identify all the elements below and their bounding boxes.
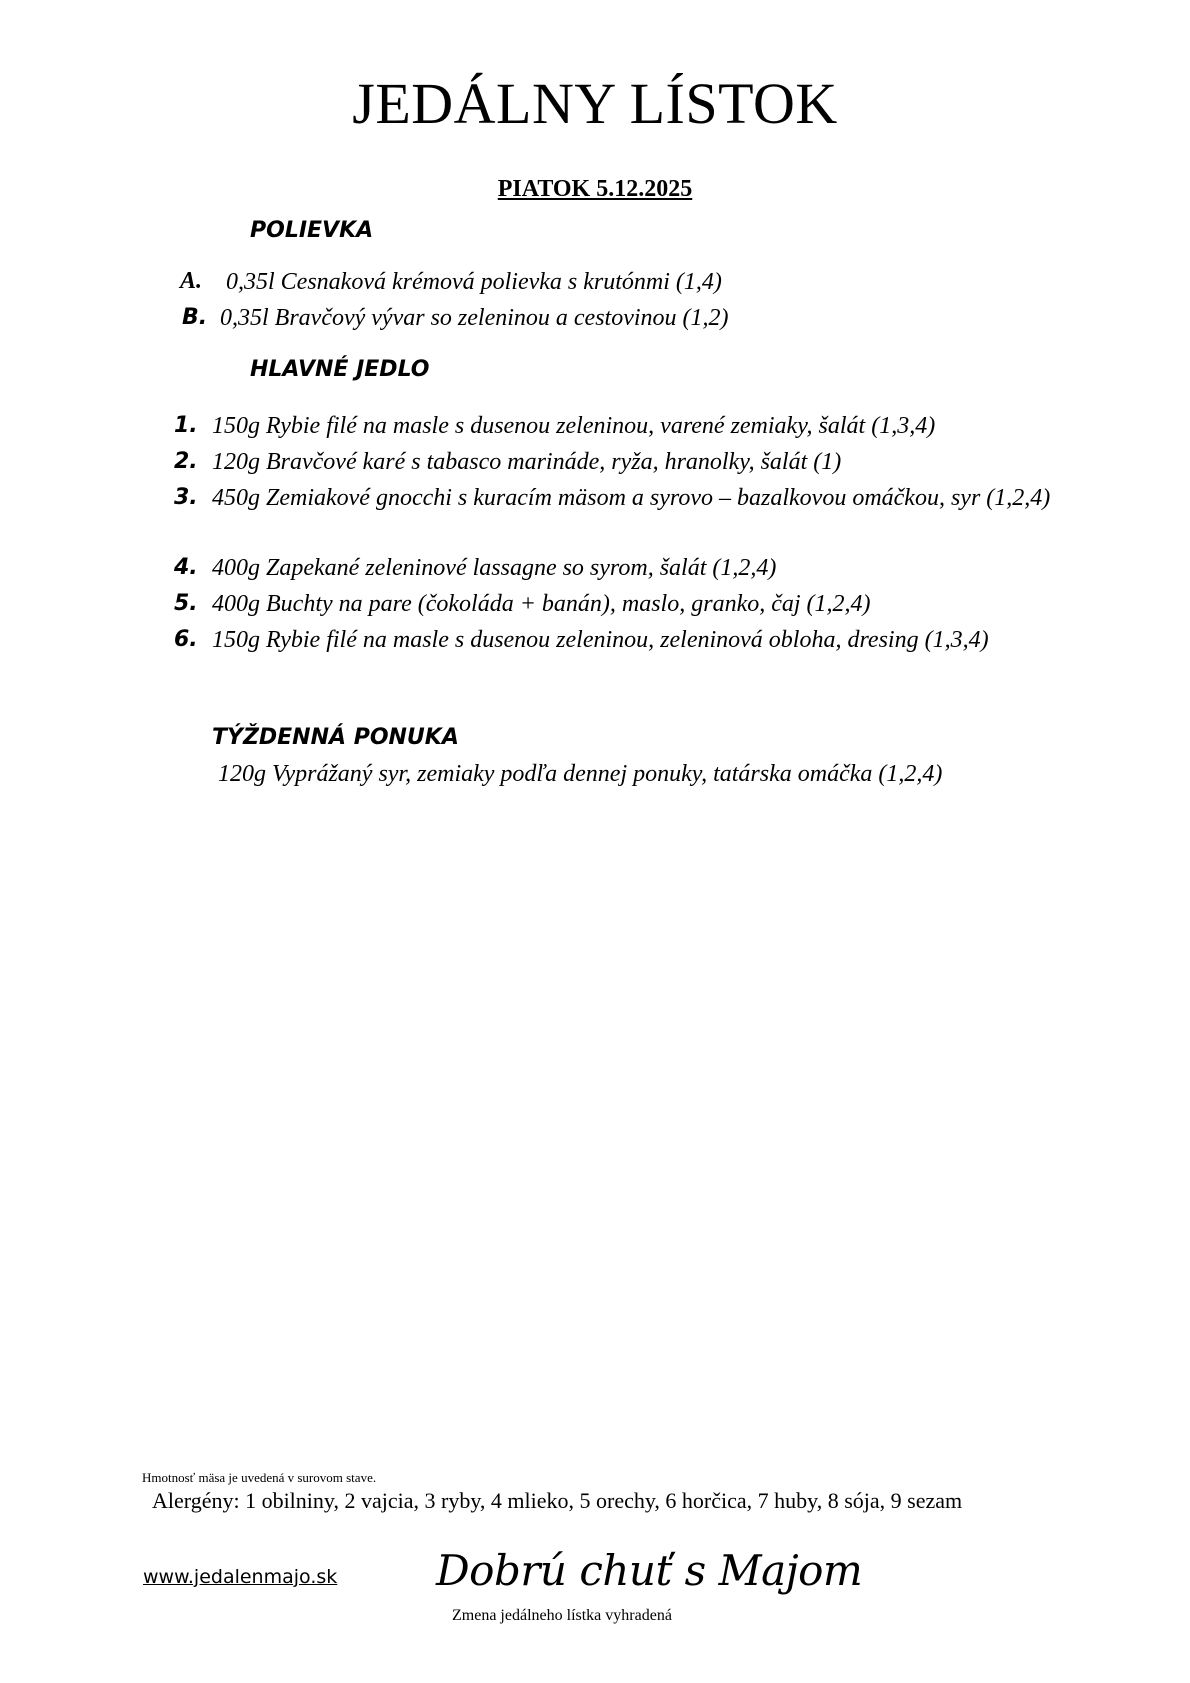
main-dish-text: 450g Zemiakové gnocchi s kuracím mäsom a syrovo – bazalkovou omáčkou, syr (1,2,4) — [212, 485, 1051, 511]
main-dish-marker: 6. — [174, 627, 198, 652]
soup-item-marker: B. — [182, 305, 208, 330]
allergens-legend: Alergény: 1 obilniny, 2 vajcia, 3 ryby, 4 mlieko, 5 orechy, 6 horčica, 7 huby, 8 sója, 9 sezam — [152, 1488, 963, 1513]
menu-change-disclaimer: Zmena jedálneho lístka vyhradená — [452, 1607, 672, 1624]
page-title: JEDÁLNY LÍSTOK — [352, 71, 838, 136]
main-dish-text: 400g Buchty na pare (čokoláda + banán), maslo, granko, čaj (1,2,4) — [212, 591, 871, 617]
weekly-offer-heading: TÝŽDENNÁ PONUKA — [212, 725, 459, 750]
main-dish-marker: 4. — [174, 555, 198, 580]
main-dish-text: 120g Bravčové karé s tabasco marináde, ryža, hranolky, šalát (1) — [212, 449, 842, 475]
main-dish-heading: HLAVNÉ JEDLO — [250, 357, 430, 382]
soup-item-text: 0,35l Bravčový vývar so zeleninou a cestovinou (1,2) — [220, 305, 729, 331]
main-dish-marker: 3. — [174, 485, 198, 510]
signoff-text: Dobrú chuť s Majom — [436, 1546, 863, 1595]
main-dish-text: 150g Rybie filé na masle s dusenou zeleninou, varené zemiaky, šalát (1,3,4) — [212, 413, 936, 439]
weekly-offer-text: 120g Vyprážaný syr, zemiaky podľa dennej ponuky, tatárska omáčka (1,2,4) — [218, 761, 943, 787]
main-dish-marker: 5. — [174, 591, 198, 616]
website-link[interactable]: www.jedalenmajo.sk — [143, 1566, 338, 1588]
main-dish-marker: 2. — [174, 449, 198, 474]
main-dish-text: 150g Rybie filé na masle s dusenou zeleninou, zeleninová obloha, dresing (1,3,4) — [212, 627, 989, 653]
meat-weight-note: Hmotnosť mäsa je uvedená v surovom stave. — [142, 1470, 377, 1485]
soup-item-marker: A. — [180, 268, 203, 294]
soup-heading: POLIEVKA — [250, 218, 374, 243]
soup-item-text: 0,35l Cesnaková krémová polievka s krutónmi (1,4) — [226, 269, 722, 295]
main-dish-marker: 1. — [174, 413, 198, 438]
main-dish-text: 400g Zapekané zeleninové lassagne so syrom, šalát (1,2,4) — [212, 555, 777, 581]
day-heading: PIATOK 5.12.2025 — [497, 176, 693, 202]
